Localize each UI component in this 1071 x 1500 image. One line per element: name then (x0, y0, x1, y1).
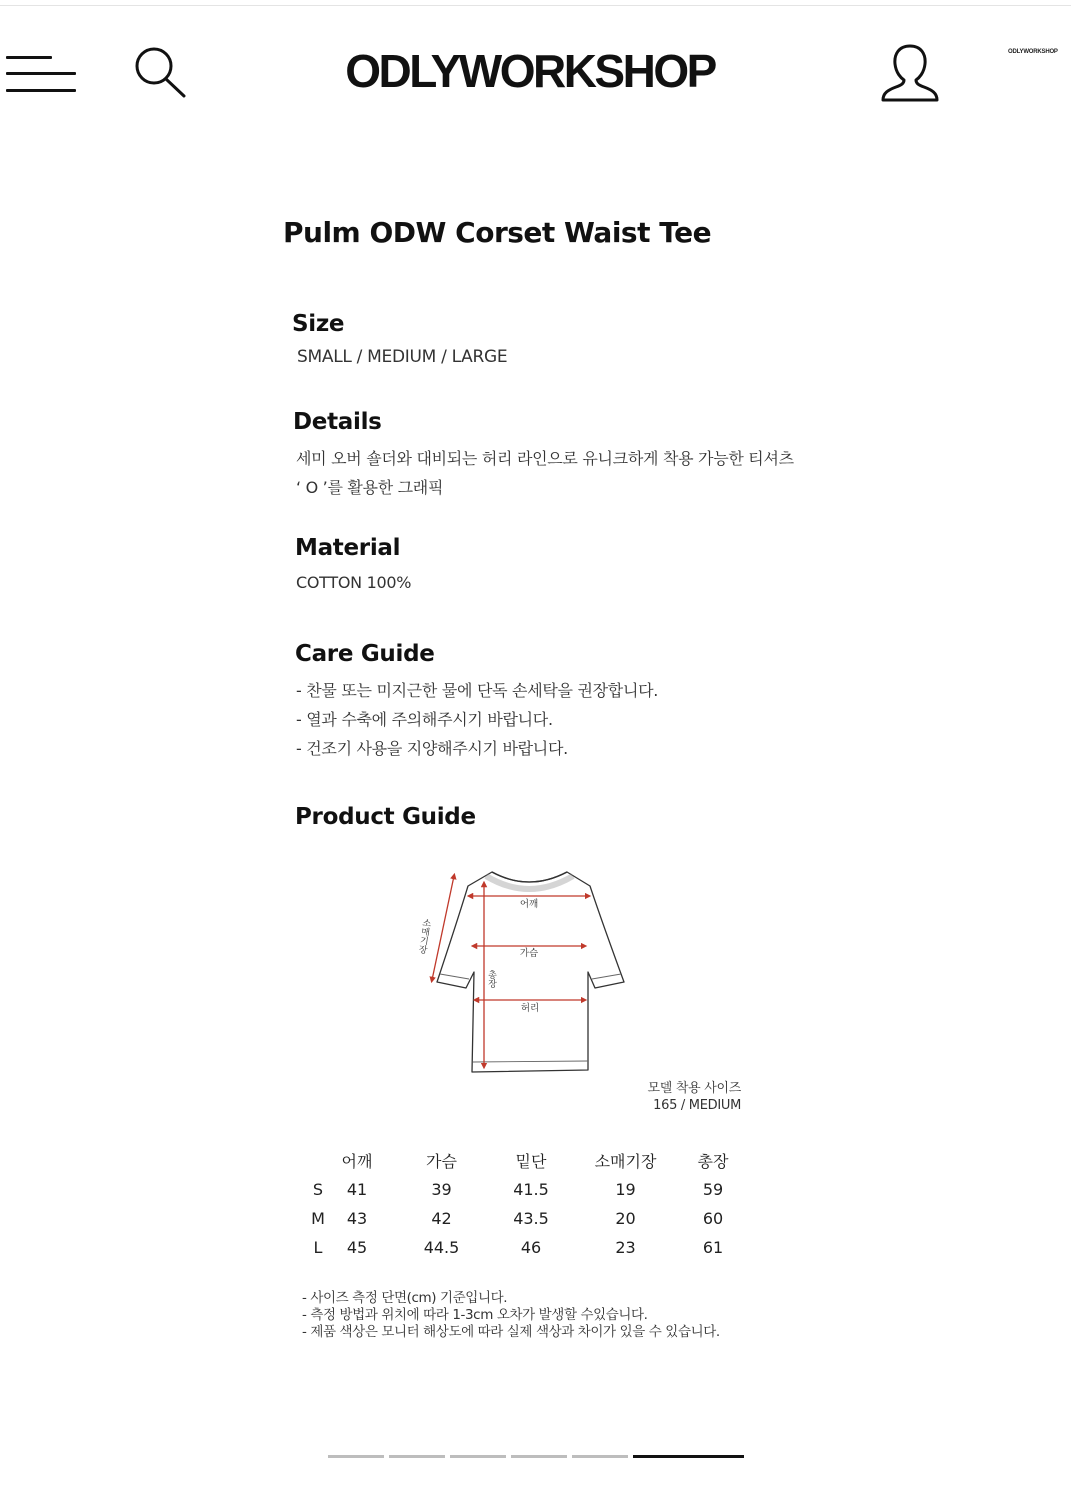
table-cell: 19 (615, 1180, 636, 1199)
table-header-cell: 소매기장 (594, 1152, 657, 1171)
model-size-label: 모델 착용 사이즈 (647, 1081, 741, 1096)
table-cell: 60 (702, 1209, 724, 1228)
length-label: 총장 (486, 970, 496, 988)
pager-dot-1[interactable] (328, 1455, 384, 1458)
table-cell: 41 (346, 1180, 368, 1199)
table-cell: 43.5 (513, 1209, 549, 1228)
table-cell: 46 (520, 1238, 542, 1257)
table-cell: 61 (702, 1238, 724, 1257)
care-line: - 건조기 사용을 지양해주시기 바랍니다. (296, 739, 568, 758)
care-guide-heading: Care Guide (295, 641, 435, 667)
care-line: - 찬물 또는 미지근한 물에 단독 손세탁을 권장합니다. (296, 681, 659, 700)
brand-logo[interactable]: ODLYWORKSHOP (345, 45, 715, 97)
table-header-cell: 밑단 (515, 1152, 547, 1171)
care-line: - 열과 수축에 주의해주시기 바랍니다. (296, 710, 553, 729)
details-line: 세미 오버 숄더와 대비되는 허리 라인으로 유니크하게 착용 가능한 티셔츠 (296, 449, 794, 468)
note-line: - 사이즈 측정 단면(cm) 기준입니다. (302, 1290, 508, 1306)
hamburger-icon[interactable] (6, 52, 78, 96)
details-line: ‘ O ’를 활용한 그래픽 (296, 478, 444, 497)
table-cell: 45 (346, 1238, 368, 1257)
pager-dot-2[interactable] (389, 1455, 445, 1458)
waist-label: 허리 (520, 1003, 540, 1014)
pager-dot-3[interactable] (450, 1455, 506, 1458)
note-line: - 측정 방법과 위치에 따라 1-3cm 오차가 발생할 수있습니다. (302, 1307, 648, 1323)
shoulder-label: 어깨 (519, 899, 539, 910)
pager-dot-4[interactable] (511, 1455, 567, 1458)
mini-logo: ODLYWORKSHOP (1008, 49, 1058, 55)
size-value: SMALL / MEDIUM / LARGE (297, 347, 508, 367)
pager-dot-5[interactable] (572, 1455, 628, 1458)
size-heading: Size (292, 311, 345, 337)
table-cell: 41.5 (513, 1180, 549, 1199)
table-header-cell: 어깨 (341, 1152, 373, 1171)
site-header (0, 30, 1071, 120)
pager-dot-6[interactable] (633, 1455, 744, 1458)
size-code: L (313, 1238, 323, 1257)
search-icon[interactable] (132, 44, 188, 100)
table-header-cell: 가슴 (426, 1152, 457, 1171)
table-cell: 23 (615, 1238, 636, 1257)
product-guide-heading: Product Guide (295, 804, 476, 830)
table-header-cell: 총장 (697, 1152, 729, 1171)
tshirt-measurement-diagram (412, 862, 642, 1080)
chest-label: 가슴 (519, 948, 539, 959)
table-row (300, 1233, 732, 1262)
sleeve-label: 소매기장 (416, 917, 431, 955)
model-size-info (600, 1080, 741, 1114)
table-row (300, 1204, 732, 1233)
size-notes (302, 1290, 720, 1341)
product-title: Pulm ODW Corset Waist Tee (283, 216, 712, 249)
table-cell: 43 (346, 1209, 368, 1228)
material-value: COTTON 100% (296, 573, 412, 592)
table-cell: 39 (431, 1180, 452, 1199)
table-cell: 20 (615, 1209, 636, 1228)
top-divider (0, 5, 1071, 6)
material-heading: Material (295, 535, 401, 561)
table-cell: 42 (431, 1209, 452, 1228)
user-icon[interactable] (878, 40, 942, 104)
size-code: M (311, 1209, 325, 1228)
details-heading: Details (293, 409, 382, 435)
table-row (300, 1175, 732, 1204)
note-line: - 제품 색상은 모니터 해상도에 따라 실제 색상과 차이가 있을 수 있습니다. (302, 1324, 720, 1340)
size-code: S (312, 1180, 324, 1199)
size-chart-table (300, 1146, 732, 1262)
table-header-row (300, 1146, 732, 1175)
table-header-cell (300, 1146, 336, 1175)
table-cell: 59 (702, 1180, 724, 1199)
table-cell: 44.5 (423, 1238, 460, 1257)
model-size-value: 165 / MEDIUM (653, 1098, 741, 1113)
